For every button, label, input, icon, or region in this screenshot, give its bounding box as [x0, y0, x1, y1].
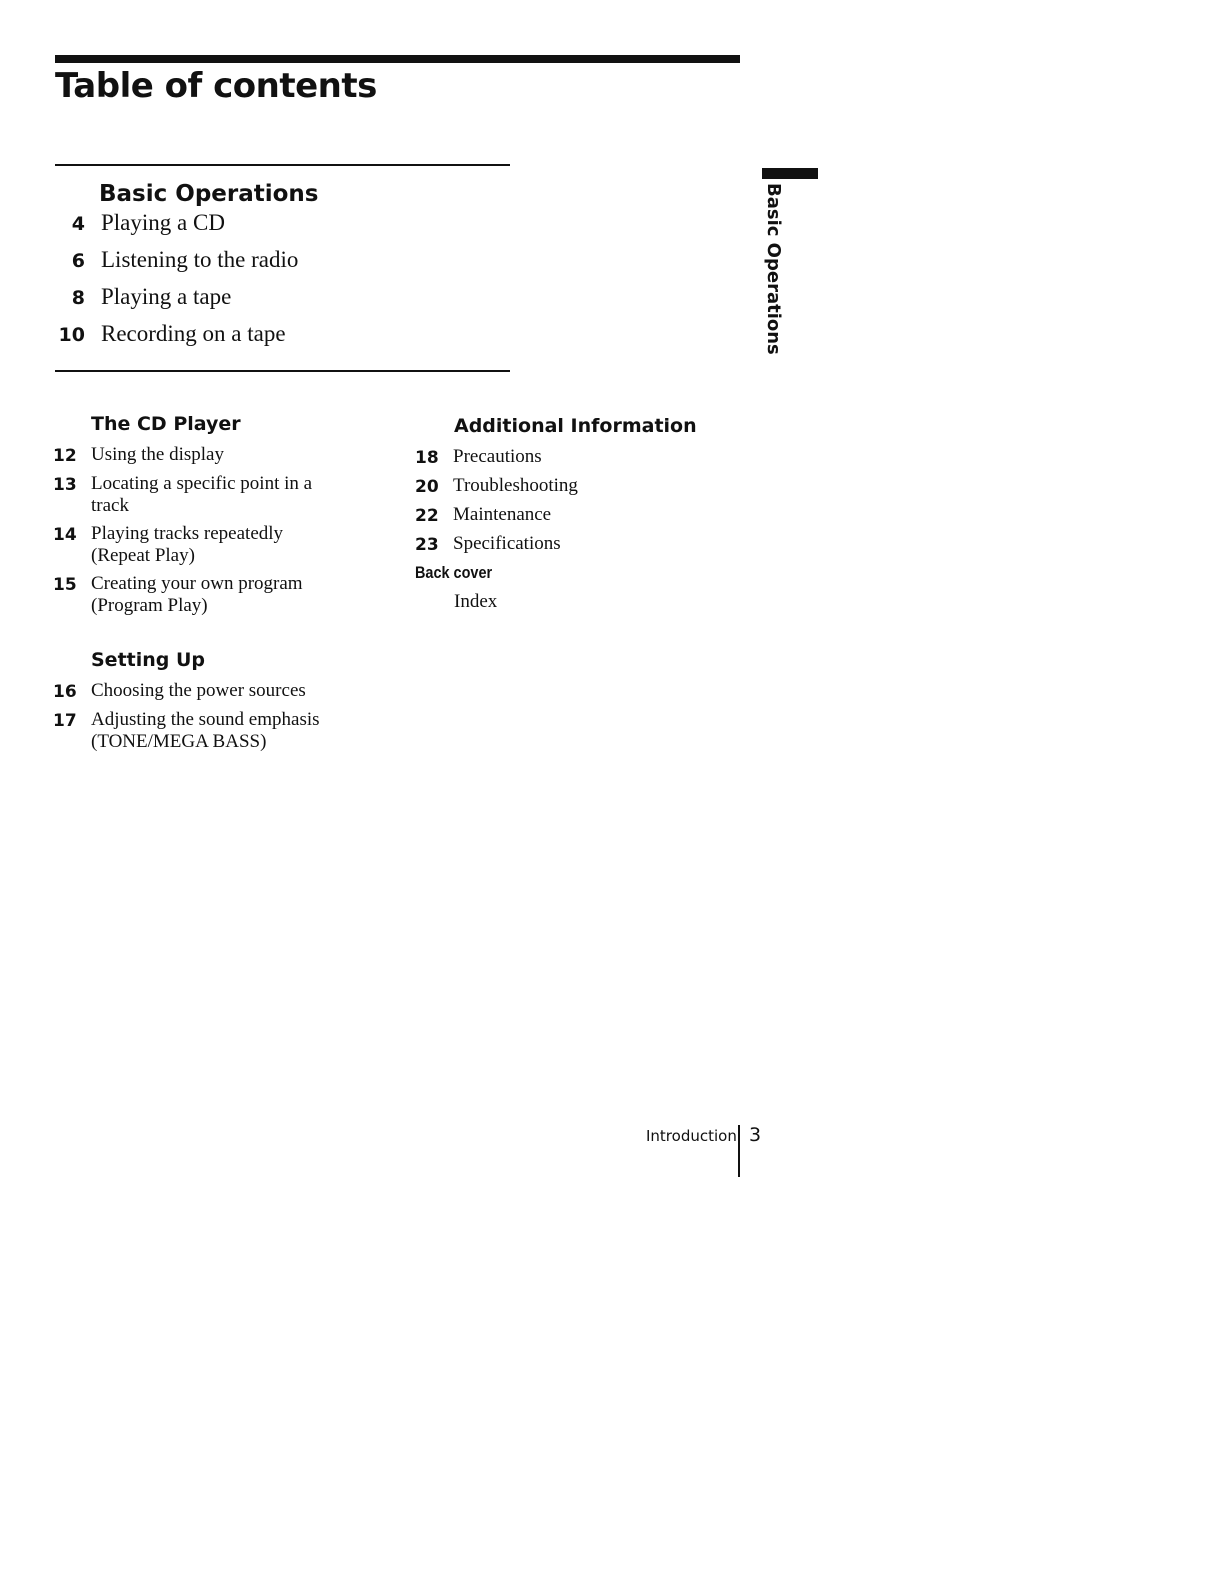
additional-information-list	[415, 446, 735, 556]
footer-page-number: 3	[749, 1124, 762, 1146]
toc-entry-title: Choosing the power sources	[91, 680, 306, 701]
basic-operations-heading: Basic Operations	[99, 181, 319, 207]
basic-operations-section	[55, 180, 515, 358]
toc-page-number: 17	[53, 711, 77, 731]
toc-entry[interactable]	[55, 284, 515, 321]
toc-entry-title: Precautions	[453, 446, 542, 467]
title-rule	[55, 55, 740, 63]
toc-entry[interactable]	[55, 247, 515, 284]
cd-player-section	[53, 410, 353, 623]
toc-entry[interactable]	[53, 573, 353, 617]
toc-entry-title: Listening to the radio	[101, 247, 299, 272]
toc-entry[interactable]	[55, 210, 515, 247]
additional-information-heading: Additional Information	[454, 415, 697, 437]
toc-entry-index[interactable]: Index	[454, 591, 498, 612]
toc-page-number: 16	[53, 682, 77, 702]
toc-entry[interactable]	[415, 533, 735, 556]
toc-entry[interactable]	[53, 680, 373, 703]
footer-section-label: Introduction	[646, 1127, 737, 1145]
toc-page-number: 10	[58, 324, 85, 346]
setting-up-section	[53, 646, 373, 759]
additional-information-section	[415, 412, 735, 616]
toc-page-number: 18	[415, 448, 439, 468]
toc-entry[interactable]	[415, 504, 735, 527]
toc-entry[interactable]	[415, 446, 735, 469]
toc-entry-title: Maintenance	[453, 504, 552, 525]
toc-page-number: 4	[71, 213, 85, 235]
toc-page-number: 15	[53, 575, 77, 595]
toc-page-number: 22	[415, 506, 439, 526]
side-tab-label: Basic Operations	[763, 183, 784, 355]
setting-up-list	[53, 680, 373, 753]
toc-entry-title: Recording on a tape	[101, 321, 286, 346]
toc-entry-title: Playing tracks repeatedly (Repeat Play)	[91, 523, 284, 566]
side-tab-bar	[762, 168, 818, 179]
section-rule-bottom	[55, 370, 510, 372]
page-title: Table of contents	[55, 66, 377, 106]
setting-up-heading: Setting Up	[91, 649, 206, 671]
toc-page-number: 23	[415, 535, 439, 555]
cd-player-list	[53, 444, 353, 617]
toc-page-number: 12	[53, 446, 77, 466]
toc-page-number: 20	[415, 477, 439, 497]
toc-entry[interactable]	[53, 444, 353, 467]
toc-page-number: 13	[53, 475, 77, 495]
toc-entry-title: Playing a CD	[101, 210, 225, 235]
toc-page-number: 14	[53, 525, 77, 545]
toc-entry[interactable]	[55, 321, 515, 358]
footer-divider	[738, 1125, 740, 1177]
toc-entry-title: Adjusting the sound emphasis (TONE/MEGA BASS)	[91, 709, 320, 752]
toc-entry[interactable]	[415, 475, 735, 498]
toc-entry-title: Playing a tape	[101, 284, 232, 309]
toc-entry[interactable]	[53, 709, 373, 753]
toc-entry[interactable]	[53, 523, 353, 567]
toc-page-number: 8	[71, 287, 85, 309]
toc-entry-title: Using the display	[91, 444, 224, 465]
cd-player-heading: The CD Player	[91, 413, 241, 435]
toc-entry-title: Specifications	[453, 533, 561, 554]
section-rule-top	[55, 164, 510, 166]
toc-page-number: 6	[71, 250, 85, 272]
back-cover-label: Back cover	[415, 563, 493, 582]
toc-entry-title: Troubleshooting	[453, 475, 578, 496]
toc-entry[interactable]	[53, 473, 353, 517]
toc-entry-title: Locating a specific point in a track	[91, 473, 313, 516]
toc-entry-title: Creating your own program (Program Play)	[91, 573, 303, 616]
